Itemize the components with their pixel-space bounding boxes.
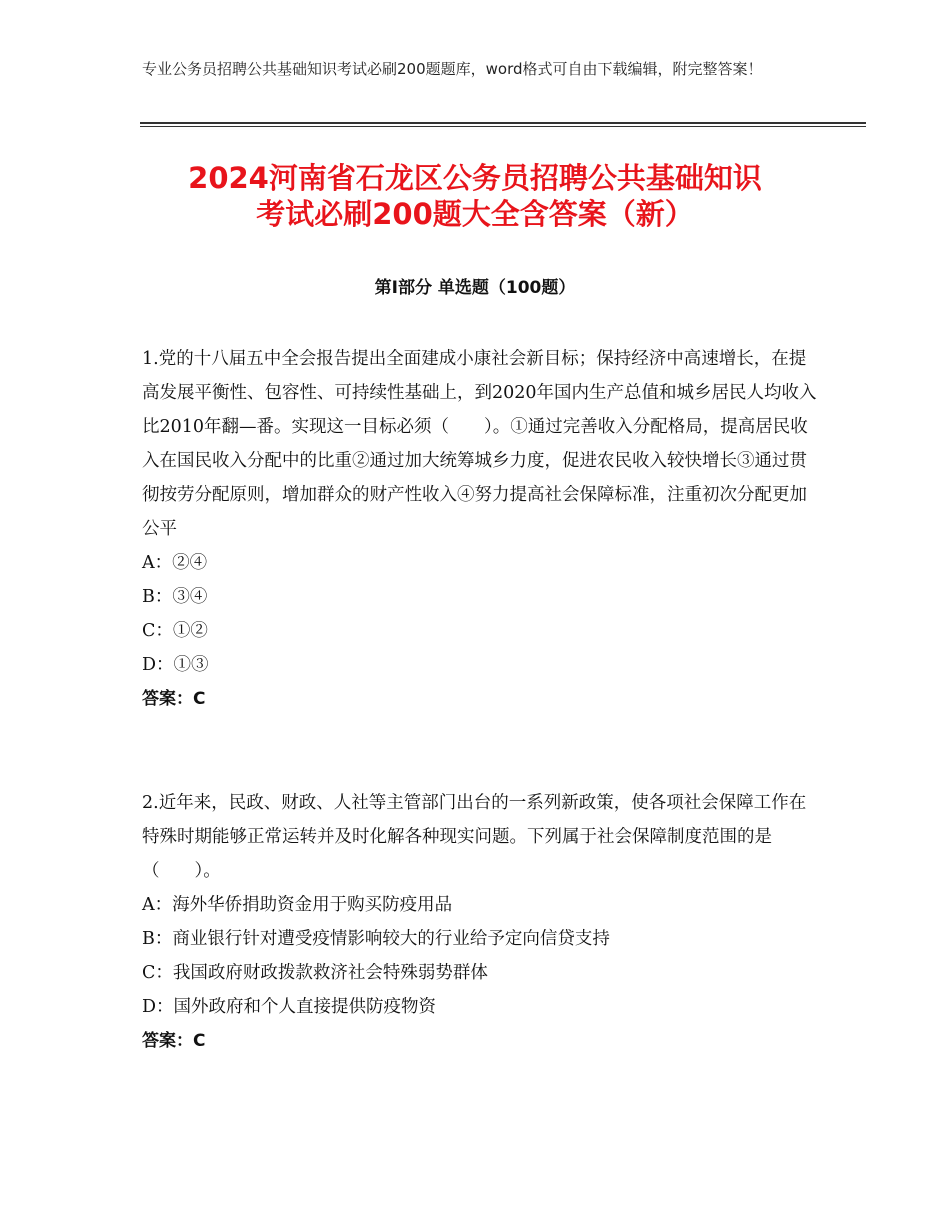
section-heading: 第Ⅰ部分 单选题（100题）: [374, 278, 576, 298]
document-title: [140, 160, 810, 232]
option-c: C：我国政府财政拨款救济社会特殊弱势群体: [142, 963, 488, 983]
header-rule-thin: [140, 126, 866, 127]
question-2: [142, 786, 822, 1058]
question-stem: 1.党的十八届五中全会报告提出全面建成小康社会新目标；保持经济中高速增长，在提高发展平衡性、包容性、可持续性基础上，到2020年国内生产总值和城乡居民人均收入比2010年翻—番。实现这一目标必须（ ）。①通过完善收入分配格局，提高居民收入在国民收入分配中的比重②通过加大统筹城乡力度，促进农民收入较快增长③通过贯彻按劳分配原则，增加群众的财产性收入④努力提高社会保障标准，注重初次分配更加公平: [142, 349, 817, 539]
option-a: A：②④: [142, 553, 208, 573]
question-stem: 2.近年来，民政、财政、人社等主管部门出台的一系列新政策，使各项社会保障工作在特殊时期能够正常运转并及时化解各种现实问题。下列属于社会保障制度范围的是（ ）。: [142, 793, 807, 881]
option-d: D：国外政府和个人直接提供防疫物资: [142, 997, 437, 1017]
option-a: A：海外华侨捐助资金用于购买防疫用品: [142, 895, 453, 915]
option-c: C：①②: [142, 621, 208, 641]
question-1: [142, 342, 822, 716]
option-b: B：商业银行针对遭受疫情影响较大的行业给予定向信贷支持: [142, 929, 610, 949]
option-b: B：③④: [142, 587, 208, 607]
title-line-2: 考试必刷200题大全含答案（新）: [256, 197, 694, 231]
header-rule-thick: [140, 122, 866, 124]
option-d: D：①③: [142, 655, 209, 675]
title-line-1: 2024河南省石龙区公务员招聘公共基础知识: [188, 161, 762, 195]
answer-text: 答案：C: [142, 1031, 206, 1051]
header-note: 专业公务员招聘公共基础知识考试必刷200题题库，word格式可自由下载编辑，附完整答案！: [142, 60, 763, 78]
answer-text: 答案：C: [142, 689, 206, 709]
